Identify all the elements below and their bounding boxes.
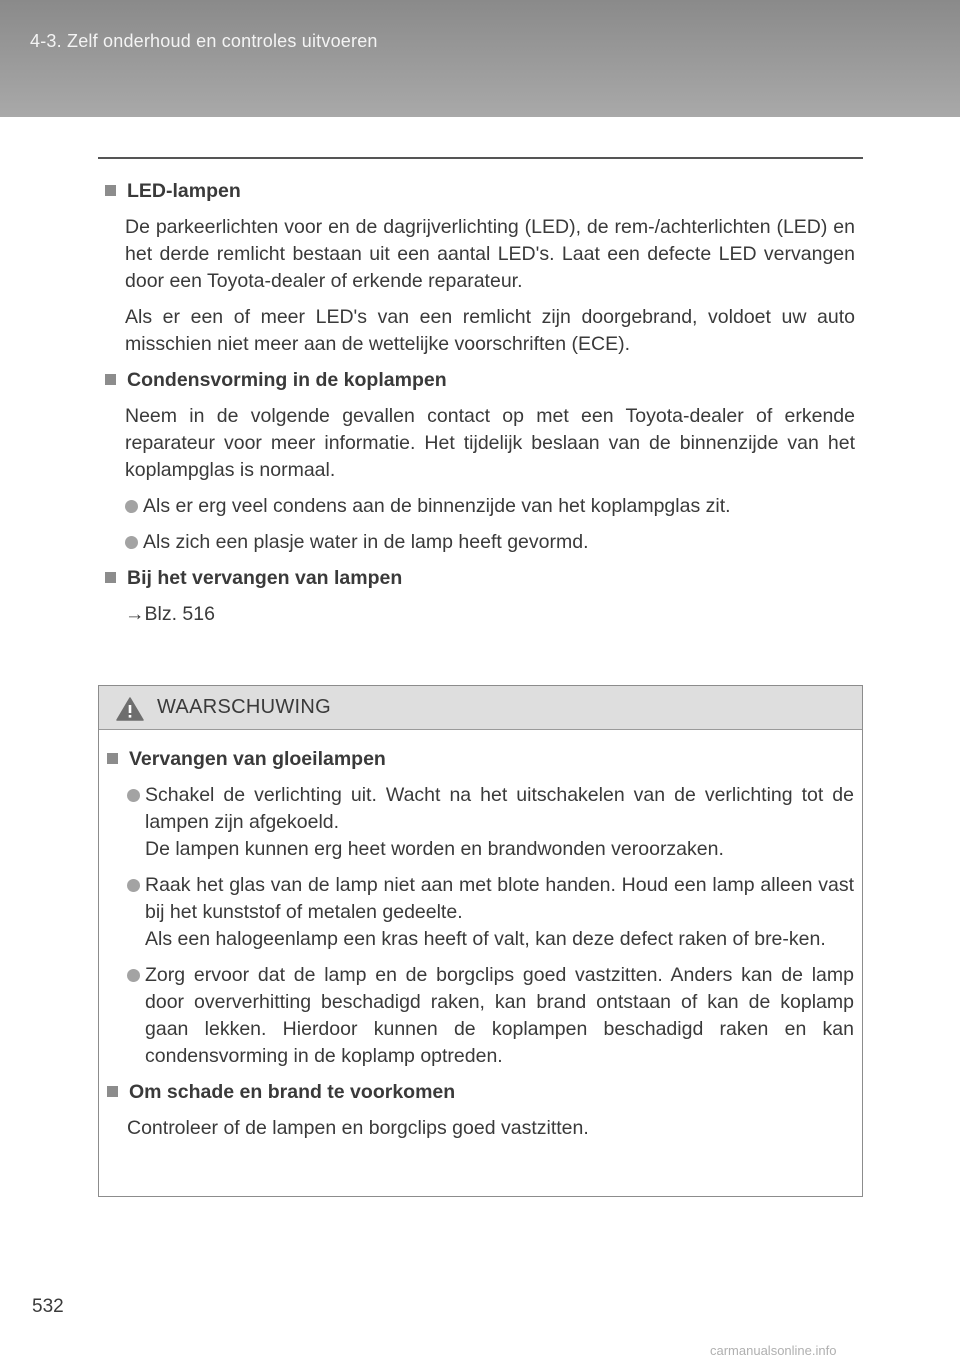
warning-heading-gloeilampen	[107, 746, 854, 773]
warning-box	[98, 685, 863, 1197]
chapter-header	[0, 0, 960, 117]
main-content	[105, 178, 855, 637]
list-item-text: Als zich een plasje water in de lamp heeft gevormd.	[143, 531, 589, 553]
square-bullet-icon	[105, 374, 116, 385]
warning-body	[107, 746, 854, 1151]
warning-heading-schade	[107, 1079, 854, 1106]
circle-bullet-icon	[125, 536, 138, 549]
circle-bullet-icon	[127, 879, 140, 892]
paragraph: De parkeerlichten voor en de dagrijverlichting (LED), de rem-/achterlichten (LED) en het derde remlicht bestaan uit een aantal LED's. Laat een defecte LED vervangen door een Toyota-dealer of erkende reparateur.	[125, 216, 855, 292]
heading-text: Bij het vervangen van lampen	[127, 567, 403, 589]
square-bullet-icon	[105, 572, 116, 583]
square-bullet-icon	[107, 753, 118, 764]
list-item-text: Als een halogeenlamp een kras heeft of valt, kan deze defect raken of bre-ken.	[145, 928, 826, 950]
warning-title: WAARSCHUWING	[157, 696, 331, 718]
paragraph: Controleer of de lampen en borgclips goed vastzitten.	[127, 1117, 589, 1139]
list-item-text: Schakel de verlichting uit. Wacht na het uitschakelen van de verlichting tot de lampen zijn afgekoeld.	[145, 784, 854, 833]
square-bullet-icon	[107, 1086, 118, 1097]
list-item	[105, 493, 855, 520]
list-item	[107, 782, 854, 863]
warning-header	[99, 686, 862, 730]
square-bullet-icon	[105, 185, 116, 196]
list-item-text: Zorg ervoor dat de lamp en de borgclips goed vastzitten. Anders kan de lamp door oververhitting beschadigd raken, kan brand ontstaan of kan de koplamp gaan lekken. Hierdoor kunnen de koplampen beschadigd raken en kan condensvorming in de koplamp optreden.	[145, 964, 854, 1067]
list-item	[105, 529, 855, 556]
list-item	[107, 962, 854, 1070]
warning-triangle-icon	[116, 697, 144, 721]
watermark: carmanualsonline.info	[710, 1343, 837, 1358]
paragraph: Neem in de volgende gevallen contact op met een Toyota-dealer of erkende reparateur voor meer informatie. Het tijdelijk beslaan van de binnenzijde van het koplampglas is normaal.	[125, 405, 855, 481]
list-item-text: De lampen kunnen erg heet worden en brandwonden veroorzaken.	[145, 838, 724, 860]
list-item-text: Raak het glas van de lamp niet aan met blote handen. Houd een lamp alleen vast bij het kunststof of metalen gedeelte.	[145, 874, 854, 923]
chapter-title: 4-3. Zelf onderhoud en controles uitvoeren	[30, 31, 378, 51]
page-reference: →Blz. 516	[125, 603, 215, 625]
section-heading-led	[105, 178, 855, 205]
list-item	[107, 872, 854, 953]
section-heading-condens	[105, 367, 855, 394]
circle-bullet-icon	[127, 969, 140, 982]
circle-bullet-icon	[125, 500, 138, 513]
circle-bullet-icon	[127, 789, 140, 802]
paragraph: Als er een of meer LED's van een remlicht zijn doorgebrand, voldoet uw auto misschien niet meer aan de wettelijke voorschriften (ECE).	[125, 306, 855, 355]
section-heading-vervangen	[105, 565, 855, 592]
heading-text: Vervangen van gloeilampen	[129, 748, 386, 770]
list-item-text: Als er erg veel condens aan de binnenzijde van het koplampglas zit.	[143, 495, 731, 517]
top-divider	[98, 157, 863, 159]
heading-text: Condensvorming in de koplampen	[127, 369, 447, 391]
page-number: 532	[32, 1296, 64, 1317]
heading-text: LED-lampen	[127, 180, 241, 202]
heading-text: Om schade en brand te voorkomen	[129, 1081, 456, 1103]
